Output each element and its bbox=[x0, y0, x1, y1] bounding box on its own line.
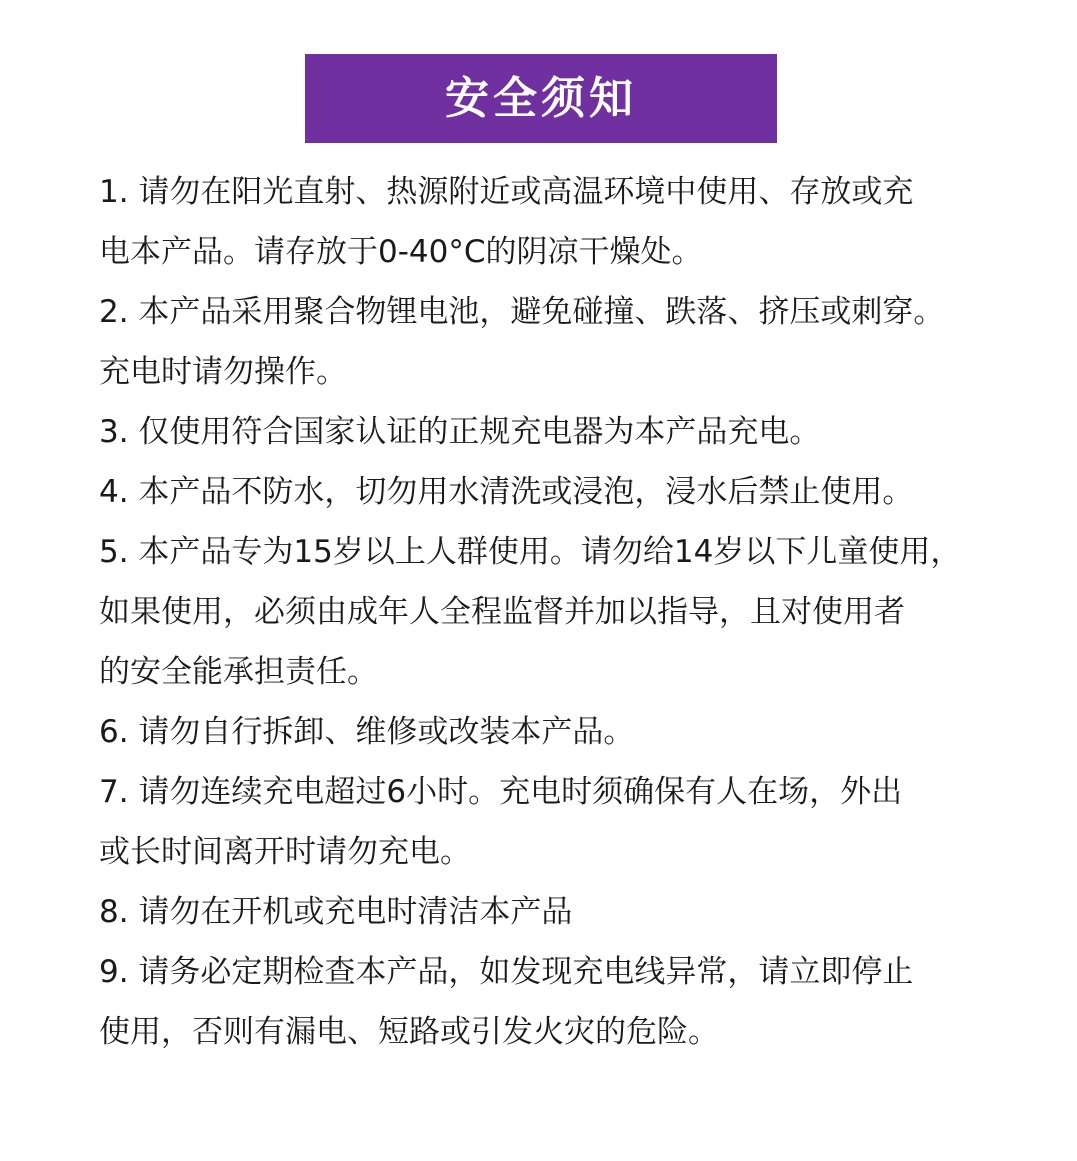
notice-line: 5. 本产品专为15岁以上人群使用。请勿给14岁以下儿童使用， bbox=[99, 534, 962, 570]
notice-item-1 bbox=[99, 162, 999, 282]
notice-line: 8. 请勿在开机或充电时清洁本产品 bbox=[99, 894, 573, 930]
notice-line: 6. 请勿自行拆卸、维修或改装本产品。 bbox=[99, 714, 635, 750]
notice-item-9 bbox=[99, 942, 999, 1062]
notice-line: 如果使用，必须由成年人全程监督并加以指导，且对使用者 bbox=[99, 594, 905, 630]
notice-line: 3. 仅使用符合国家认证的正规充电器为本产品充电。 bbox=[99, 414, 821, 450]
title-banner bbox=[305, 54, 777, 143]
safety-notice-list bbox=[99, 162, 999, 1062]
notice-line: 或长时间离开时请勿充电。 bbox=[99, 834, 471, 870]
notice-item-3 bbox=[99, 402, 999, 462]
notice-line: 9. 请务必定期检查本产品，如发现充电线异常，请立即停止 bbox=[99, 954, 914, 990]
notice-line: 电本产品。请存放于0-40°C的阴凉干燥处。 bbox=[99, 234, 703, 270]
notice-item-6 bbox=[99, 702, 999, 762]
notice-item-7 bbox=[99, 762, 999, 882]
notice-line: 7. 请勿连续充电超过6小时。充电时须确保有人在场，外出 bbox=[99, 774, 903, 810]
notice-item-2 bbox=[99, 282, 999, 402]
notice-line: 使用，否则有漏电、短路或引发火灾的危险。 bbox=[99, 1014, 719, 1050]
notice-item-8 bbox=[99, 882, 999, 942]
notice-line: 的安全能承担责任。 bbox=[99, 654, 378, 690]
notice-line: 4. 本产品不防水，切勿用水清洗或浸泡，浸水后禁止使用。 bbox=[99, 474, 914, 510]
notice-line: 1. 请勿在阳光直射、热源附近或高温环境中使用、存放或充 bbox=[99, 174, 914, 210]
page-title: 安全须知 bbox=[445, 72, 637, 124]
notice-item-4 bbox=[99, 462, 999, 522]
notice-line: 2. 本产品采用聚合物锂电池，避免碰撞、跌落、挤压或刺穿。 bbox=[99, 294, 945, 330]
notice-item-5 bbox=[99, 522, 999, 702]
notice-line: 充电时请勿操作。 bbox=[99, 354, 347, 390]
